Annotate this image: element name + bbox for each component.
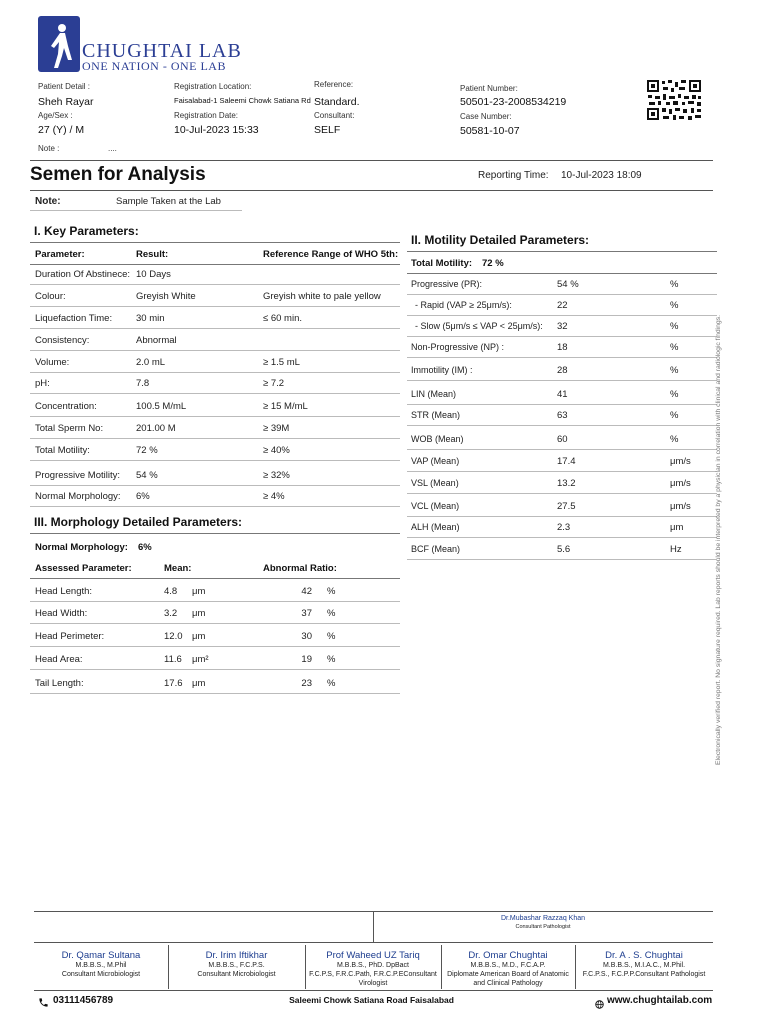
- doctor-title: and Clinical Pathology: [473, 980, 543, 987]
- consultant-label: Consultant:: [314, 111, 355, 120]
- reg-date: 10-Jul-2023 15:33: [174, 124, 259, 136]
- motility-param-name: Immotility (IM) :: [411, 365, 473, 375]
- key-param-result: Greyish White: [136, 291, 196, 302]
- morphology-ratio-value: 30: [301, 631, 312, 642]
- row-divider: [30, 485, 400, 486]
- footer-phone[interactable]: 03111456789: [53, 995, 114, 1006]
- morphology-ratio-value: 19: [301, 654, 312, 665]
- motility-param-unit: μm/s: [670, 456, 691, 467]
- reporting-time-label: Reporting Time:: [478, 170, 549, 181]
- morphology-mean-value: 4.8: [164, 586, 178, 597]
- motility-param-unit: %: [670, 410, 679, 421]
- row-divider: [30, 372, 400, 373]
- footer-address: Saleemi Chowk Satiana Road Faisalabad: [289, 995, 454, 1005]
- morphology-mean-value: 11.6: [164, 654, 182, 665]
- morphology-header-ratio: Abnormal Ratio:: [263, 563, 337, 574]
- row-divider: [407, 471, 717, 472]
- qr-code: [646, 79, 702, 121]
- age-sex-label: Age/Sex :: [38, 111, 73, 120]
- doctor-name: Dr. Omar Chughtai: [468, 950, 548, 961]
- motility-param-value: 54 %: [557, 279, 579, 290]
- row-divider: [30, 438, 400, 439]
- motility-param-value: 41: [557, 389, 568, 400]
- row-divider: [30, 460, 400, 461]
- doctor-qualification: M.B.B.S., M.I.A.C., M.Phil.: [602, 962, 686, 969]
- doctor-title: Virologist: [358, 980, 388, 987]
- morphology-ratio-unit: %: [327, 654, 336, 665]
- doctor-1: [34, 950, 168, 979]
- motility-param-name: - Rapid (VAP ≥ 25μm/s):: [415, 300, 512, 310]
- key-params-header-range: Reference Range of WHO 5th:: [263, 249, 399, 260]
- patient-number: 50501-23-2008534219: [460, 96, 567, 108]
- case-number: 50581-10-07: [460, 125, 520, 137]
- row-divider: [30, 623, 400, 624]
- motility-param-name: WOB (Mean): [411, 434, 464, 444]
- row-divider: [30, 306, 400, 307]
- motility-param-name: STR (Mean): [411, 410, 461, 420]
- motility-param-unit: %: [670, 342, 679, 353]
- motility-param-name: ALH (Mean): [411, 522, 460, 532]
- sample-note-value: Sample Taken at the Lab: [116, 196, 221, 207]
- morphology-ratio-unit: %: [327, 608, 336, 619]
- morphology-param-name: Head Length:: [35, 586, 93, 597]
- motility-param-unit: Hz: [670, 544, 682, 555]
- motility-param-unit: %: [670, 389, 679, 400]
- row-divider: [407, 449, 717, 450]
- doctor-qualification: M.B.B.S., M.Phil: [75, 962, 127, 969]
- doctor-title: F.C.P.S., F.C.P.P.Consultant Pathologist: [582, 971, 706, 978]
- motility-param-unit: %: [670, 300, 679, 311]
- motility-param-value: 13.2: [557, 478, 576, 489]
- morphology-ratio-unit: %: [327, 586, 336, 597]
- key-param-name: Normal Morphology:: [35, 491, 121, 502]
- key-param-name: Volume:: [35, 357, 70, 368]
- doctor-4: [441, 950, 575, 988]
- motility-param-unit: %: [670, 279, 679, 290]
- row-divider: [407, 294, 717, 295]
- morphology-normal-label: Normal Morphology:: [35, 542, 128, 553]
- motility-title: II. Motility Detailed Parameters:: [411, 233, 590, 247]
- key-param-result: 54 %: [136, 470, 158, 481]
- morphology-header-underline: [30, 578, 400, 579]
- motility-param-unit: %: [670, 434, 679, 445]
- row-divider: [30, 693, 400, 694]
- motility-param-name: VCL (Mean): [411, 501, 460, 511]
- key-param-result: 6%: [136, 491, 150, 502]
- row-divider: [407, 425, 717, 426]
- morphology-mean-unit: μm: [192, 631, 206, 642]
- morphology-param-name: Head Width:: [35, 608, 88, 619]
- doctor-qualification: M.B.B.S., PhD. DpBact: [337, 962, 409, 969]
- key-params-header-param: Parameter:: [35, 249, 85, 260]
- motility-param-value: 5.6: [557, 544, 571, 555]
- row-divider: [407, 357, 717, 358]
- key-param-reference: ≥ 15 M/mL: [263, 401, 308, 412]
- key-param-reference: ≥ 4%: [263, 491, 285, 502]
- row-divider: [407, 315, 717, 316]
- row-divider: [407, 537, 717, 538]
- key-param-result: 7.8: [136, 378, 150, 389]
- row-divider: [30, 350, 400, 351]
- doctor-name: Dr. Qamar Sultana: [61, 950, 141, 961]
- doctor-title: Consultant Microbiologist: [197, 971, 276, 978]
- morphology-mean-unit: μm: [192, 678, 206, 689]
- consultant-value: SELF: [314, 124, 341, 136]
- reference-value: Standard.: [314, 96, 360, 108]
- motility-param-name: Non-Progressive (NP) :: [411, 342, 505, 352]
- motility-param-name: VSL (Mean): [411, 478, 459, 488]
- morphology-ratio-unit: %: [327, 678, 336, 689]
- motility-param-name: LIN (Mean): [411, 389, 457, 399]
- doctor-title: Diplomate American Board of Anatomic: [447, 971, 569, 978]
- footer-line: [34, 990, 713, 991]
- row-divider: [407, 559, 717, 560]
- key-params-header-result: Result:: [136, 249, 169, 260]
- doctor-qualification: M.B.B.S., F.C.P.S.: [208, 962, 265, 969]
- key-param-result: Abnormal: [136, 335, 177, 346]
- row-divider: [30, 506, 400, 507]
- motility-param-name: Progressive (PR):: [411, 279, 483, 289]
- morphology-param-name: Head Perimeter:: [35, 631, 105, 642]
- motility-param-name: BCF (Mean): [411, 544, 461, 554]
- motility-param-name: - Slow (5μm/s ≤ VAP < 25μm/s):: [415, 321, 543, 331]
- key-param-name: Total Sperm No:: [35, 423, 104, 434]
- motility-param-value: 2.3: [557, 522, 571, 533]
- key-param-name: pH:: [35, 378, 50, 389]
- key-param-name: Duration Of Abstinece:: [35, 269, 131, 280]
- row-divider: [407, 380, 717, 381]
- morphology-mean-unit: μm: [192, 608, 206, 619]
- patient-number-label: Patient Number:: [460, 84, 518, 93]
- case-number-label: Case Number:: [460, 112, 512, 121]
- key-param-result: 201.00 M: [136, 423, 176, 434]
- morphology-ratio-value: 37: [301, 608, 312, 619]
- age-sex: 27 (Y) / M: [38, 124, 85, 136]
- doctor-2: [168, 950, 305, 979]
- row-divider: [30, 328, 400, 329]
- motility-param-unit: μm/s: [670, 501, 691, 512]
- key-param-name: Progressive Motility:: [35, 470, 120, 481]
- key-param-name: Colour:: [35, 291, 66, 302]
- footer-website[interactable]: www.chughtailab.com: [607, 995, 713, 1006]
- motility-param-value: 60: [557, 434, 568, 445]
- row-divider: [407, 404, 717, 405]
- doctor-title: Consultant Microbiologist: [61, 971, 141, 978]
- key-param-result: 2.0 mL: [136, 357, 166, 368]
- phone-icon: [38, 995, 49, 1006]
- signatory-name: Dr.Mubashar Razzaq Khan: [500, 915, 586, 922]
- motility-param-value: 17.4: [557, 456, 576, 467]
- lab-logo: [38, 16, 80, 72]
- morphology-mean-value: 3.2: [164, 608, 178, 619]
- morphology-header-mean: Mean:: [164, 563, 192, 574]
- doctor-name: Prof Waheed UZ Tariq: [326, 950, 420, 961]
- row-divider: [407, 516, 717, 517]
- doctor-name: Dr. Irim Iftikhar: [205, 950, 268, 961]
- key-param-reference: ≥ 39M: [263, 423, 290, 434]
- sample-note-label: Note:: [35, 196, 61, 207]
- reg-location-label: Registration Location:: [174, 82, 252, 91]
- reg-location: Faisalabad-1 Saleemi Chowk Satiana Rd: [174, 96, 311, 105]
- motility-param-value: 63: [557, 410, 568, 421]
- morphology-ratio-value: 42: [301, 586, 312, 597]
- morphology-title: III. Morphology Detailed Parameters:: [34, 515, 243, 529]
- motility-param-value: 28: [557, 365, 568, 376]
- motility-title-line: [407, 251, 717, 252]
- reg-date-label: Registration Date:: [174, 111, 239, 120]
- key-param-reference: ≥ 1.5 mL: [263, 357, 300, 368]
- morphology-param-name: Head Area:: [35, 654, 83, 665]
- brand-name: CHUGHTAI LAB: [82, 40, 242, 62]
- row-divider: [30, 646, 400, 647]
- doctor-name: Dr. A . S. Chughtai: [605, 950, 683, 961]
- reference-label: Reference:: [314, 80, 354, 89]
- morphology-header-param: Assessed Parameter:: [35, 563, 132, 574]
- motility-total-label: Total Motility:: [411, 258, 473, 269]
- doctor-3: [305, 950, 441, 988]
- motility-total-value: 72 %: [482, 258, 504, 269]
- key-param-name: Concentration:: [35, 401, 97, 412]
- globe-icon: [595, 996, 604, 1005]
- key-param-name: Consistency:: [35, 335, 90, 346]
- morphology-mean-unit: μm²: [192, 654, 209, 665]
- report-title: Semen for Analysis: [30, 164, 206, 185]
- row-divider: [407, 336, 717, 337]
- row-divider: [30, 416, 400, 417]
- morphology-normal-value: 6%: [138, 542, 152, 553]
- motility-param-unit: μm: [670, 522, 684, 533]
- morphology-mean-value: 17.6: [164, 678, 183, 689]
- row-divider: [30, 669, 400, 670]
- doctors-top-line: [34, 942, 713, 943]
- motility-param-name: VAP (Mean): [411, 456, 460, 466]
- doctor-5: [575, 950, 713, 979]
- key-param-name: Liquefaction Time:: [35, 313, 113, 324]
- key-param-result: 30 min: [136, 313, 165, 324]
- patient-name: Sheh Rayar: [38, 96, 94, 108]
- motility-param-unit: %: [670, 321, 679, 332]
- key-param-reference: ≤ 60 min.: [263, 313, 303, 324]
- key-params-title: I. Key Parameters:: [34, 224, 139, 238]
- note-value: ....: [108, 144, 117, 153]
- doctor-qualification: M.B.B.S., M.D., F.C.A.P.: [470, 962, 546, 969]
- key-param-reference: ≥ 32%: [263, 470, 290, 481]
- motility-total-line: [407, 273, 717, 274]
- header-divider: [30, 160, 713, 161]
- doctor-title: F.C.P.S, F.R.C.Path, F.R.C.P.EConsultant: [309, 971, 437, 978]
- signatory-title: Consultant Pathologist: [515, 924, 571, 930]
- row-divider: [30, 284, 400, 285]
- row-divider: [30, 601, 400, 602]
- morphology-ratio-unit: %: [327, 631, 336, 642]
- motility-param-value: 18: [557, 342, 568, 353]
- side-disclaimer: Electronically verified report. No signature required. Lab reports should be interpreted by a physician in correlation with clinical and radiologic findings.: [715, 315, 722, 765]
- note-underline: [30, 210, 242, 211]
- key-param-reference: ≥ 40%: [263, 445, 290, 456]
- morphology-mean-unit: μm: [192, 586, 206, 597]
- motility-param-value: 27.5: [557, 501, 576, 512]
- motility-param-unit: μm/s: [670, 478, 691, 489]
- key-param-name: Total Motility:: [35, 445, 90, 456]
- motility-param-value: 22: [557, 300, 568, 311]
- note-label: Note :: [38, 144, 60, 153]
- row-divider: [407, 493, 717, 494]
- motility-param-unit: %: [670, 365, 679, 376]
- key-param-reference: Greyish white to pale yellow: [263, 291, 381, 302]
- key-param-reference: ≥ 7.2: [263, 378, 285, 389]
- brand-tagline: ONE NATION - ONE LAB: [82, 59, 226, 73]
- key-param-result: 72 %: [136, 445, 158, 456]
- motility-param-value: 32: [557, 321, 568, 332]
- morphology-ratio-value: 23: [301, 678, 312, 689]
- title-divider: [30, 190, 713, 191]
- morphology-param-name: Tail Length:: [35, 678, 84, 689]
- row-divider: [30, 393, 400, 394]
- morphology-mean-value: 12.0: [164, 631, 183, 642]
- morphology-title-line: [30, 533, 400, 534]
- key-params-header-line: [30, 242, 400, 243]
- key-params-header-underline: [30, 264, 400, 265]
- patient-detail-label: Patient Detail :: [38, 82, 91, 91]
- key-param-result: 100.5 M/mL: [136, 401, 187, 412]
- reporting-time: 10-Jul-2023 18:09: [561, 170, 642, 181]
- key-param-result: 10 Days: [136, 269, 171, 280]
